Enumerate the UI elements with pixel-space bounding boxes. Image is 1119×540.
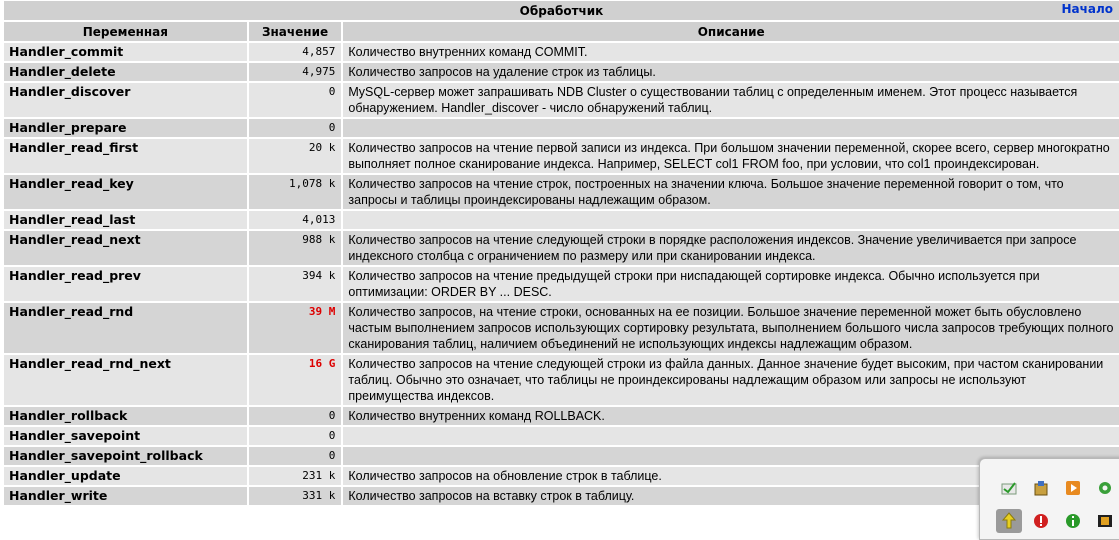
table-row: [4, 407, 1119, 425]
variable-description: Количество запросов на вставку строк в таблицу.: [343, 487, 1119, 505]
column-header-variable: Переменная: [4, 22, 247, 41]
variable-description: Количество запросов на чтение первой записи из индекса. При большом значении переменной, скорее всего, сервер многократно выполняет полное сканирование индекса. Например, SELECT col1 FROM foo, при условии, что col1 проиндексирован.: [343, 139, 1119, 173]
variable-name: Handler_delete: [4, 63, 247, 81]
variable-description: Количество внутренних команд ROLLBACK.: [343, 407, 1119, 425]
package-icon[interactable]: [1032, 479, 1050, 497]
variable-description: Количество запросов, на чтение строки, основанных на ее позиции. Большое значение переменной может быть обусловлено частым выполнением запросов использующих сортировку результата, выполнением большого числа запросов требующих полного сканирования таблиц, наличием объединений не использующих индексы надлежащим образом.: [343, 303, 1119, 353]
variable-name: Handler_read_rnd: [4, 303, 247, 353]
variable-value: 0: [249, 447, 342, 465]
variable-value: 331 k: [249, 487, 342, 505]
table-row: [4, 43, 1119, 61]
variable-value: 20 k: [249, 139, 342, 173]
home-link[interactable]: Начало: [1061, 2, 1113, 16]
table-row: [4, 211, 1119, 229]
variable-value: 4,975: [249, 63, 342, 81]
film-icon[interactable]: [1096, 512, 1114, 530]
variable-value: 16 G: [249, 355, 342, 405]
variable-description: Количество внутренних команд COMMIT.: [343, 43, 1119, 61]
table-row: [4, 355, 1119, 405]
variable-name: Handler_rollback: [4, 407, 247, 425]
table-row: [4, 83, 1119, 117]
variable-value: 988 k: [249, 231, 342, 265]
variable-value: 39 M: [249, 303, 342, 353]
variable-value: 0: [249, 427, 342, 445]
check-icon[interactable]: [1000, 479, 1018, 497]
variable-description: [343, 211, 1119, 229]
handler-status-table: [2, 0, 1119, 507]
table-row: [4, 231, 1119, 265]
variable-description: Количество запросов на обновление строк в таблице.: [343, 467, 1119, 485]
variable-value: 0: [249, 407, 342, 425]
variable-description: Количество запросов на чтение следующей строки из файла данных. Данное значение будет высоким, при частом сканировании таблиц. Обычно это означает, что таблицы не проиндексированы надлежащим образом или запросы не используют преимущества индексов.: [343, 355, 1119, 405]
variable-description: MySQL-сервер может запрашивать NDB Cluster о существовании таблиц с определенным именем. Этот процесс называется обнаружением. Handler_discover - число обнаружений таблиц.: [343, 83, 1119, 117]
table-row: [4, 267, 1119, 301]
variable-name: Handler_read_next: [4, 231, 247, 265]
table-row: [4, 487, 1119, 505]
table-title: [4, 1, 1119, 20]
section-title: Обработчик: [519, 3, 604, 18]
variable-value: 1,078 k: [249, 175, 342, 209]
variable-name: Handler_read_first: [4, 139, 247, 173]
info-icon[interactable]: [1064, 512, 1082, 530]
variable-description: Количество запросов на чтение следующей строки в порядке расположения индексов. Значение увеличивается при запросе индексного столбца с ограничением по размеру или при сканировании индекса.: [343, 231, 1119, 265]
variable-name: Handler_savepoint_rollback: [4, 447, 247, 465]
upload-arrow-icon[interactable]: [996, 509, 1022, 533]
column-header-value: Значение: [249, 22, 342, 41]
play-icon[interactable]: [1064, 479, 1082, 497]
variable-value: 0: [249, 119, 342, 137]
table-row: [4, 467, 1119, 485]
table-row: [4, 447, 1119, 465]
variable-name: Handler_discover: [4, 83, 247, 117]
variable-name: Handler_write: [4, 487, 247, 505]
variable-value: 4,857: [249, 43, 342, 61]
variable-name: Handler_read_prev: [4, 267, 247, 301]
variable-name: Handler_update: [4, 467, 247, 485]
table-row: [4, 175, 1119, 209]
variable-name: Handler_read_last: [4, 211, 247, 229]
variable-value: 231 k: [249, 467, 342, 485]
tray-widget: [979, 458, 1119, 540]
stop-icon[interactable]: [1032, 512, 1050, 530]
table-row: [4, 119, 1119, 137]
variable-value: 4,013: [249, 211, 342, 229]
gear-icon[interactable]: [1096, 479, 1114, 497]
variable-value: 0: [249, 83, 342, 117]
table-row: [4, 427, 1119, 445]
variable-description: Количество запросов на чтение предыдущей строки при ниспадающей сортировке индекса. Обычно используется при оптимизации: ORDER BY ... DESC.: [343, 267, 1119, 301]
variable-description: Количество запросов на чтение строк, построенных на значении ключа. Большое значение переменной говорит о том, что запросы и таблицы проиндексированы надлежащим образом.: [343, 175, 1119, 209]
variable-description: [343, 119, 1119, 137]
table-row: [4, 303, 1119, 353]
variable-name: Handler_savepoint: [4, 427, 247, 445]
table-body: [4, 43, 1119, 505]
variable-name: Handler_prepare: [4, 119, 247, 137]
variable-name: Handler_commit: [4, 43, 247, 61]
variable-name: Handler_read_key: [4, 175, 247, 209]
table-row: [4, 63, 1119, 81]
variable-description: Количество запросов на удаление строк из таблицы.: [343, 63, 1119, 81]
variable-value: 394 k: [249, 267, 342, 301]
table-row: [4, 139, 1119, 173]
column-header-description: Описание: [343, 22, 1119, 41]
variable-description: [343, 427, 1119, 445]
variable-name: Handler_read_rnd_next: [4, 355, 247, 405]
